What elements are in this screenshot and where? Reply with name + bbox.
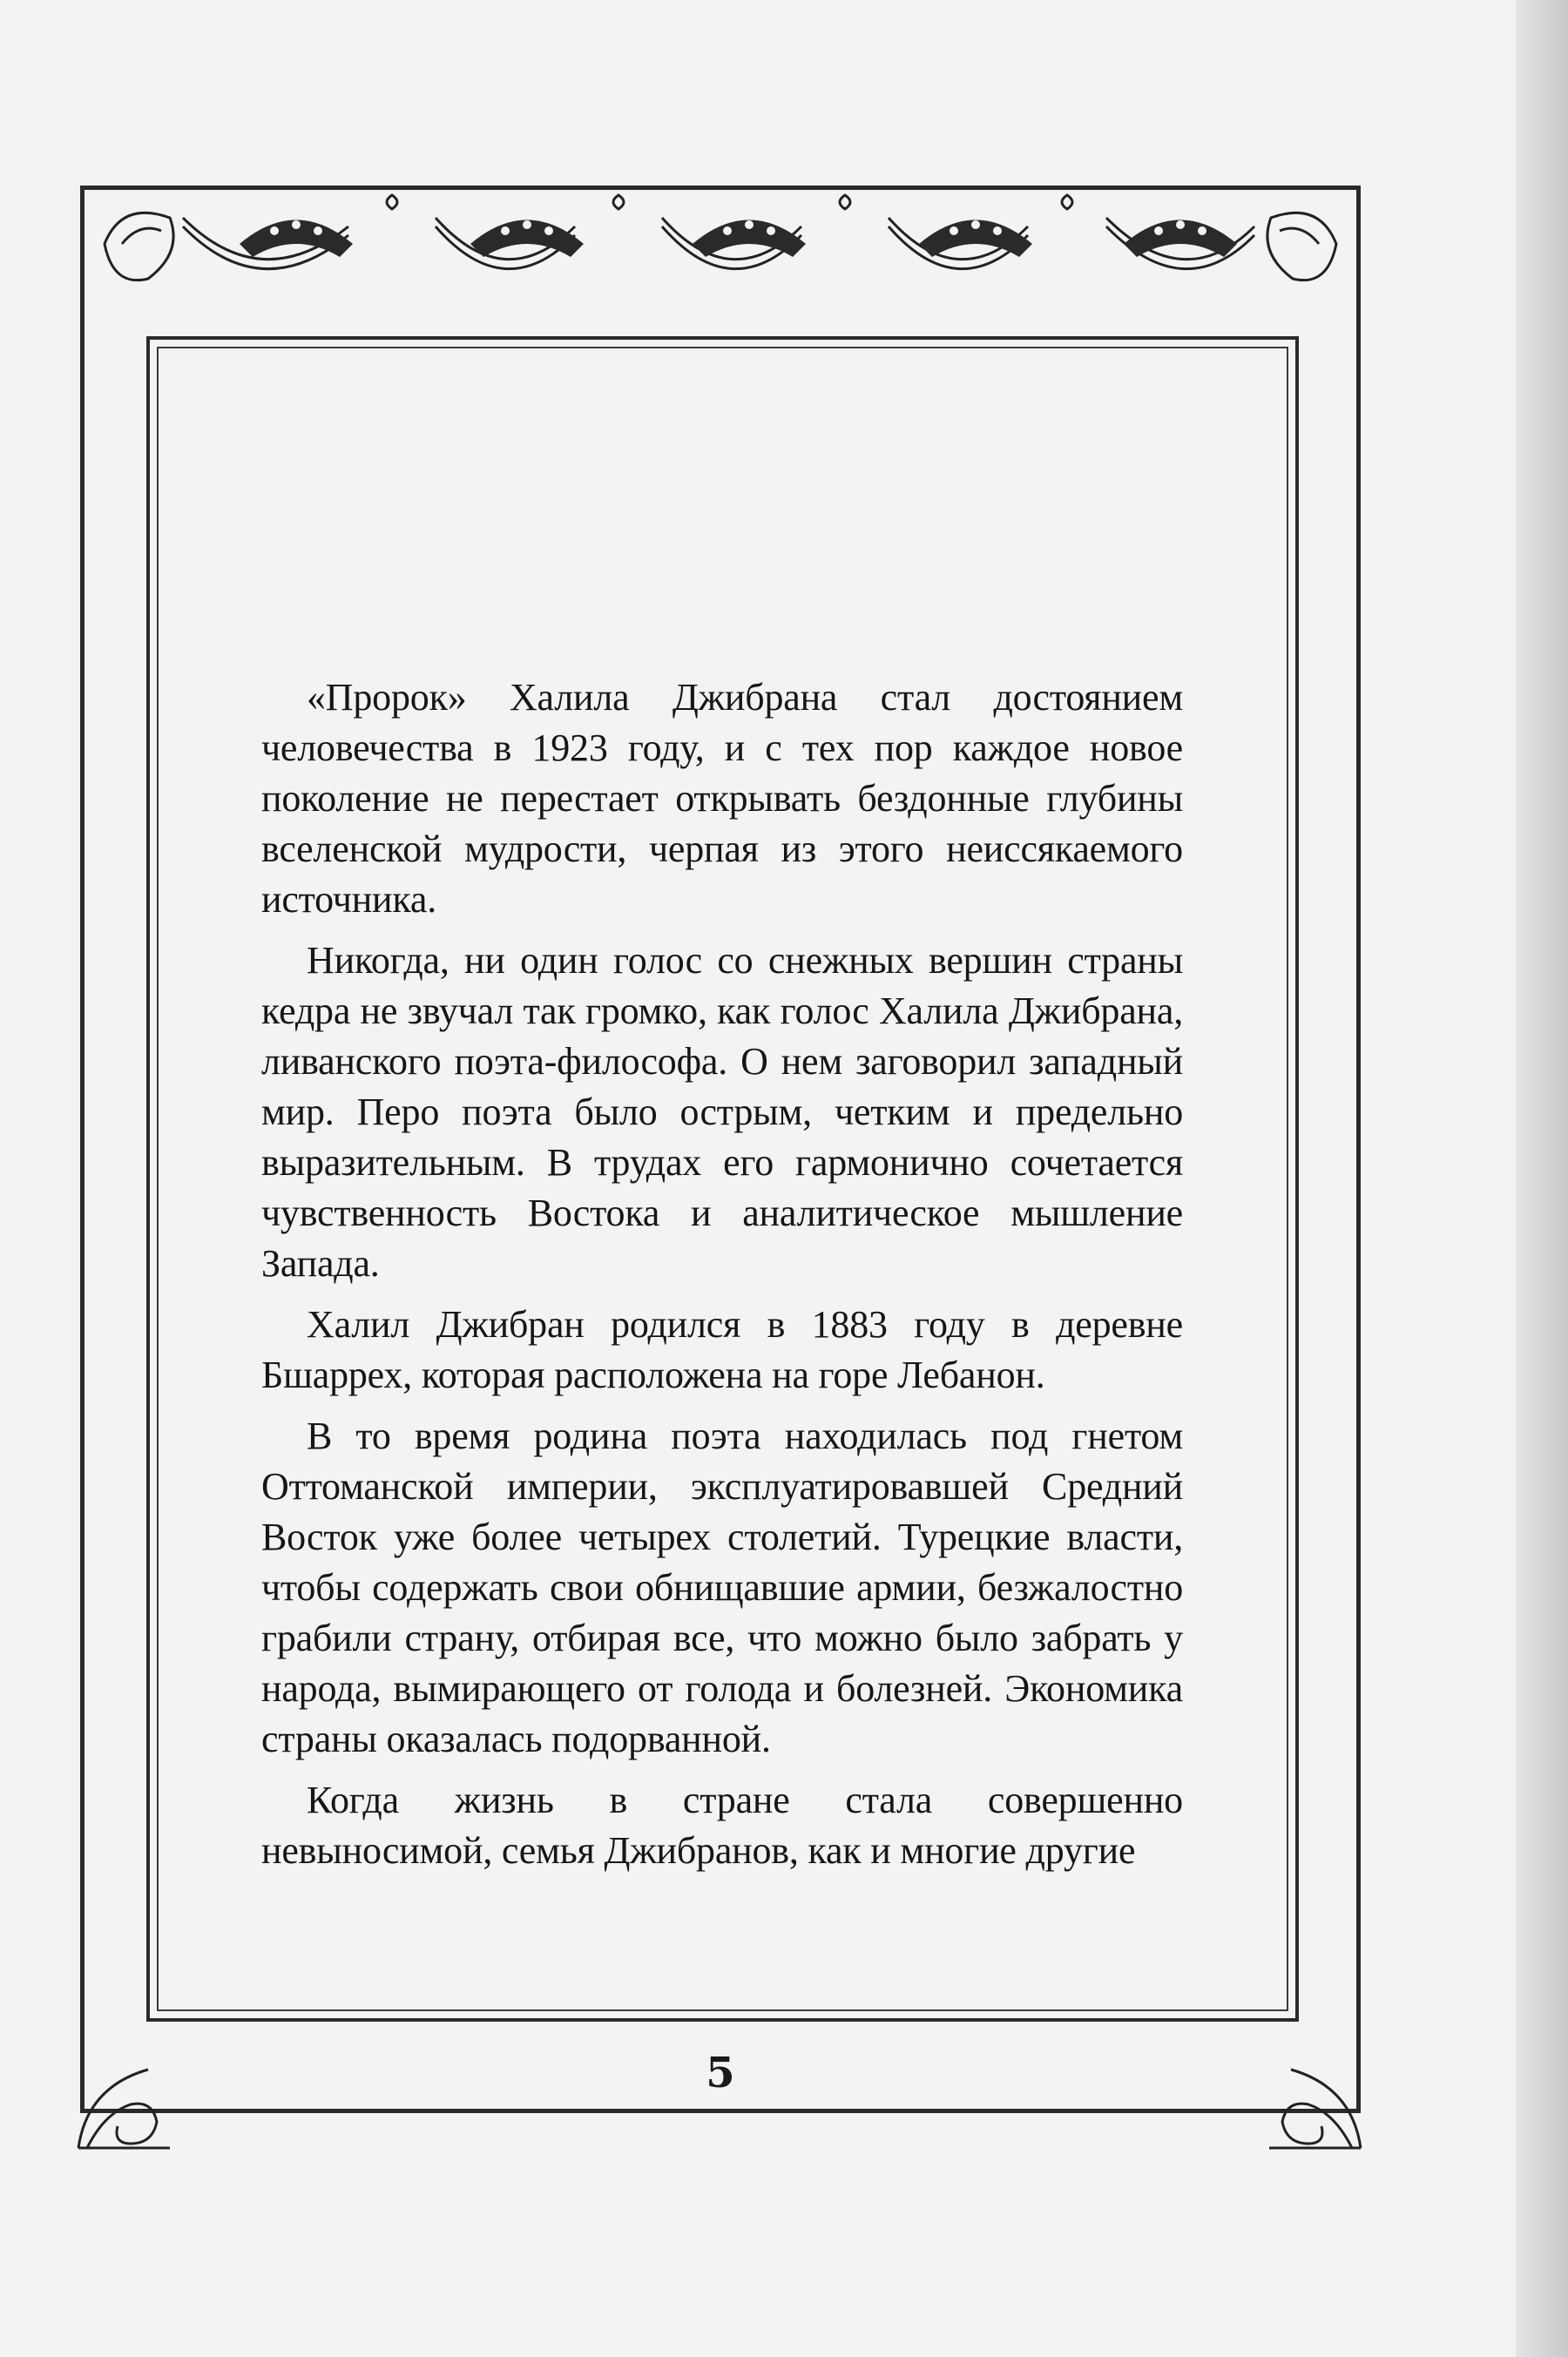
- paragraph: Когда жизнь в стране стала совершенно невыносимой, семья Джибранов, как и многие другие: [261, 1779, 1183, 1872]
- paragraph: «Пророк» Халила Джибрана стал достоянием человечества в 1923 году, и с тех пор каждое новое поколение не перестает открывать бездонные глубины вселенской мудрости, черпая из этого неиссякаемого источника.: [261, 676, 1183, 921]
- body-text: [261, 672, 1183, 1887]
- floral-ornament-band: [87, 192, 1354, 314]
- page-edge-shadow: [1516, 0, 1568, 2357]
- paragraph: В то время родина поэта находилась под гнетом Оттоманской империи, эксплуатировавшей Средний Восток уже более четырех столетий. Турецкие власти, чтобы содержать свои обнищавшие армии, безжалостно грабили страну, отбирая все, что можно было забрать у народа, вымирающего от голода и болезней. Экономика страны оказалась подорванной.: [261, 1415, 1183, 1760]
- paragraph: Никогда, ни один голос со снежных вершин страны кедра не звучал так громко, как голос Халила Джибрана, ливанского поэта-философа. О нем заговорил западный мир. Перо поэта было острым, четким и предельно выразительным. В трудах его гармонично сочетается чувственность Востока и аналитическое мышление Запада.: [261, 939, 1183, 1285]
- paragraph: Халил Джибран родился в 1883 году в деревне Бшаррех, которая расположена на горе Лебанон.: [261, 1303, 1183, 1396]
- page-number: 5: [706, 2049, 735, 2097]
